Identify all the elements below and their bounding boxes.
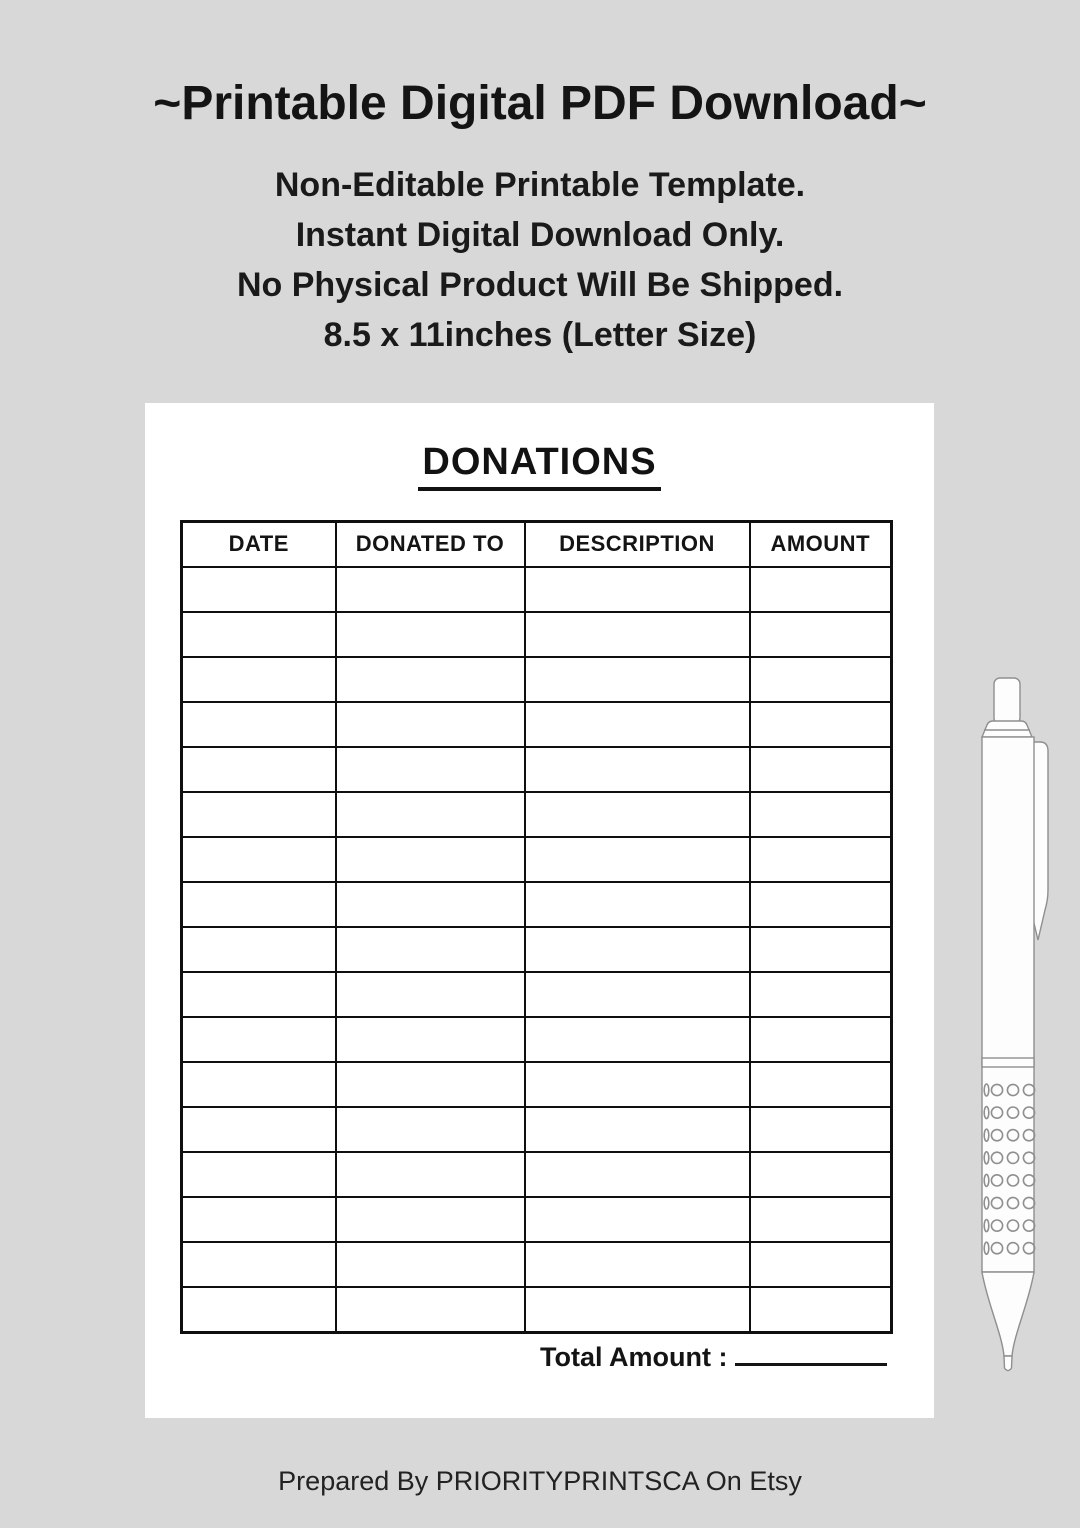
table-cell [336,657,525,702]
column-header-amount: AMOUNT [750,522,892,567]
table-cell [525,612,750,657]
table-cell [336,1062,525,1107]
table-cell [750,612,892,657]
column-header-description: DESCRIPTION [525,522,750,567]
footer-credit: Prepared By PRIORITYPRINTSCA On Etsy [278,1466,802,1496]
table-cell [182,1017,336,1062]
table-cell [336,972,525,1017]
table-row [182,972,892,1017]
table-cell [750,657,892,702]
table-cell [750,882,892,927]
table-cell [336,747,525,792]
table-cell [750,927,892,972]
total-amount-blank [735,1336,887,1366]
table-cell [525,837,750,882]
ballpoint-pen-icon [975,672,1055,1378]
table-cell [182,567,336,612]
document-title: DONATIONS [145,441,934,491]
table-cell [336,1242,525,1287]
subtitle-line: No Physical Product Will Be Shipped. [236,266,844,304]
table-cell [525,702,750,747]
table-cell [182,972,336,1017]
table-cell [182,747,336,792]
total-amount-line [540,1336,887,1373]
table-cell [750,1242,892,1287]
table-cell [525,657,750,702]
table-cell [525,1017,750,1062]
table-row [182,702,892,747]
table-cell [750,1107,892,1152]
table-cell [525,1107,750,1152]
table-cell [182,837,336,882]
table-cell [182,927,336,972]
table-row [182,882,892,927]
pen-tip [1004,1356,1012,1371]
table-cell [525,972,750,1017]
table-cell [525,927,750,972]
table-row [182,837,892,882]
table-row [182,927,892,972]
table-cell [750,702,892,747]
table-header-row [182,522,892,567]
donations-table-body [182,567,892,1333]
donations-table [180,520,893,1334]
pen-clicker [994,678,1020,724]
column-header-donated-to: DONATED TO [336,522,525,567]
table-cell [336,792,525,837]
table-cell [750,1287,892,1333]
table-cell [525,882,750,927]
document-page-mockup [145,403,934,1418]
table-cell [750,837,892,882]
table-cell [525,567,750,612]
table-cell [182,792,336,837]
table-cell [750,1152,892,1197]
table-cell [525,792,750,837]
table-cell [525,1152,750,1197]
table-cell [525,747,750,792]
table-cell [750,972,892,1017]
table-cell [525,1062,750,1107]
table-cell [750,1017,892,1062]
subtitle-line: Non-Editable Printable Template. [274,166,806,204]
table-cell [182,882,336,927]
table-cell [750,567,892,612]
table-cell [525,1287,750,1333]
table-cell [750,747,892,792]
subtitle-line: 8.5 x 11inches (Letter Size) [323,316,757,354]
table-cell [336,882,525,927]
column-header-date: DATE [182,522,336,567]
table-cell [336,567,525,612]
table-cell [182,657,336,702]
table-cell [182,1242,336,1287]
table-cell [336,837,525,882]
table-cell [182,702,336,747]
table-cell [336,1287,525,1333]
subtitle-line: Instant Digital Download Only. [295,216,785,254]
table-cell [182,1062,336,1107]
table-row [182,747,892,792]
table-row [182,1107,892,1152]
listing-title: ~Printable Digital PDF Download~ [153,77,927,130]
table-row [182,1197,892,1242]
table-row [182,1242,892,1287]
table-cell [182,1152,336,1197]
table-cell [182,1107,336,1152]
table-cell [182,1287,336,1333]
pen-barrel [982,737,1034,1272]
listing-subtitle [0,160,1080,360]
table-cell [525,1242,750,1287]
table-cell [336,1197,525,1242]
table-cell [336,1107,525,1152]
table-row [182,1287,892,1333]
table-row [182,1062,892,1107]
table-row [182,1152,892,1197]
table-cell [750,792,892,837]
table-cell [182,1197,336,1242]
table-cell [525,1197,750,1242]
pen-cone [982,1272,1034,1356]
table-cell [750,1197,892,1242]
pen-collar [982,721,1032,737]
table-row [182,567,892,612]
table-cell [336,1152,525,1197]
table-cell [336,702,525,747]
table-cell [750,1062,892,1107]
table-row [182,1017,892,1062]
table-cell [336,612,525,657]
table-row [182,657,892,702]
table-row [182,612,892,657]
table-cell [182,612,336,657]
table-cell [336,1017,525,1062]
total-amount-label: Total Amount : [540,1342,728,1372]
table-row [182,792,892,837]
table-cell [336,927,525,972]
